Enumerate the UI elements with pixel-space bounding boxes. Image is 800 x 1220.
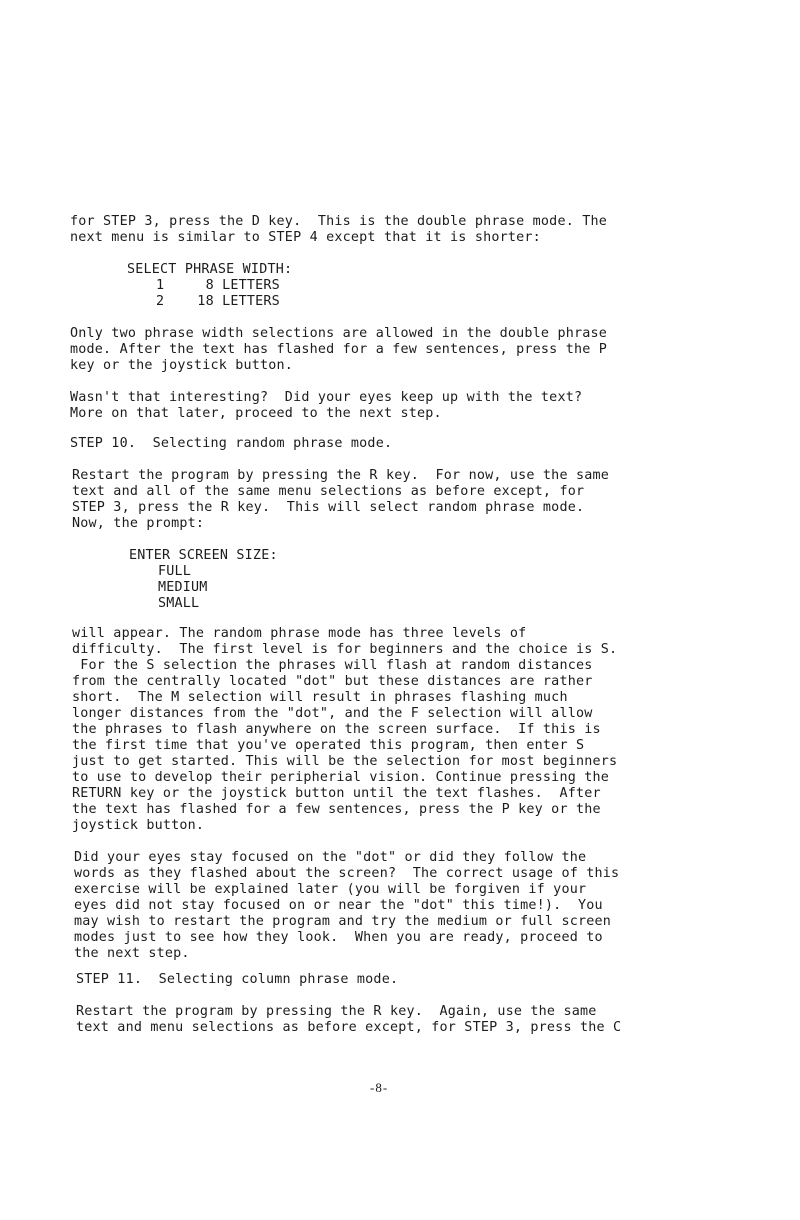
text-line: text and all of the same menu selections as before except, for [72,484,585,499]
text-line: the next step. [74,946,190,961]
text-line: Now, the prompt: [72,516,205,531]
text-line: Restart the program by pressing the R key. Again, use the same [76,1004,597,1019]
text-line: Did your eyes stay focused on the "dot" or did they follow the [74,850,587,865]
text-line: modes just to see how they look. When you are ready, proceed to [74,930,603,945]
text-line: exercise will be explained later (you will be forgiven if your [74,882,587,897]
text-line: may wish to restart the program and try the medium or full screen [74,914,612,929]
text-line: longer distances from the "dot", and the F selection will allow [72,706,593,721]
text-line: the text has flashed for a few sentences, press the P key or the [72,802,601,817]
menu-option: 2 18 LETTERS [156,294,280,309]
text-line: Only two phrase width selections are allowed in the double phrase [70,326,608,341]
text-line: More on that later, proceed to the next step. [70,406,442,421]
text-line: just to get started. This will be the selection for most beginners [72,754,618,769]
text-line: the first time that you've operated this program, then enter S [72,738,585,753]
text-line: from the centrally located "dot" but these distances are rather [72,674,593,689]
text-line: joystick button. [72,818,205,833]
step-heading: STEP 10. Selecting random phrase mode. [70,436,393,451]
text-line: words as they flashed about the screen? The correct usage of this [74,866,620,881]
page-number: -8- [370,1080,389,1095]
text-line: RETURN key or the joystick button until the text flashes. After [72,786,601,801]
text-line: difficulty. The first level is for beginners and the choice is S. [72,642,618,657]
text-line: eyes did not stay focused on or near the "dot" this time!). You [74,898,603,913]
text-line: mode. After the text has flashed for a few sentences, press the P [70,342,608,357]
text-line: to use to develop their peripherial vision. Continue pressing the [72,770,610,785]
text-line: Restart the program by pressing the R key. For now, use the same [72,468,610,483]
step-heading: STEP 11. Selecting column phrase mode. [76,972,399,987]
prompt-heading: ENTER SCREEN SIZE: [129,548,278,563]
prompt-option: SMALL [158,596,200,611]
text-line: Wasn't that interesting? Did your eyes keep up with the text? [70,390,583,405]
menu-heading: SELECT PHRASE WIDTH: [127,262,293,277]
text-line: next menu is similar to STEP 4 except that it is shorter: [70,230,541,245]
text-line: for STEP 3, press the D key. This is the double phrase mode. The [70,214,608,229]
text-line: the phrases to flash anywhere on the screen surface. If this is [72,722,601,737]
prompt-option: MEDIUM [158,580,208,595]
text-line: For the S selection the phrases will flash at random distances [72,658,593,673]
text-line: will appear. The random phrase mode has three levels of [72,626,527,641]
menu-option: 1 8 LETTERS [156,278,280,293]
text-line: text and menu selections as before except, for STEP 3, press the C [76,1020,622,1035]
prompt-option: FULL [158,564,192,579]
text-line: short. The M selection will result in phrases flashing much [72,690,568,705]
text-line: key or the joystick button. [70,358,294,373]
text-line: STEP 3, press the R key. This will select random phrase mode. [72,500,585,515]
